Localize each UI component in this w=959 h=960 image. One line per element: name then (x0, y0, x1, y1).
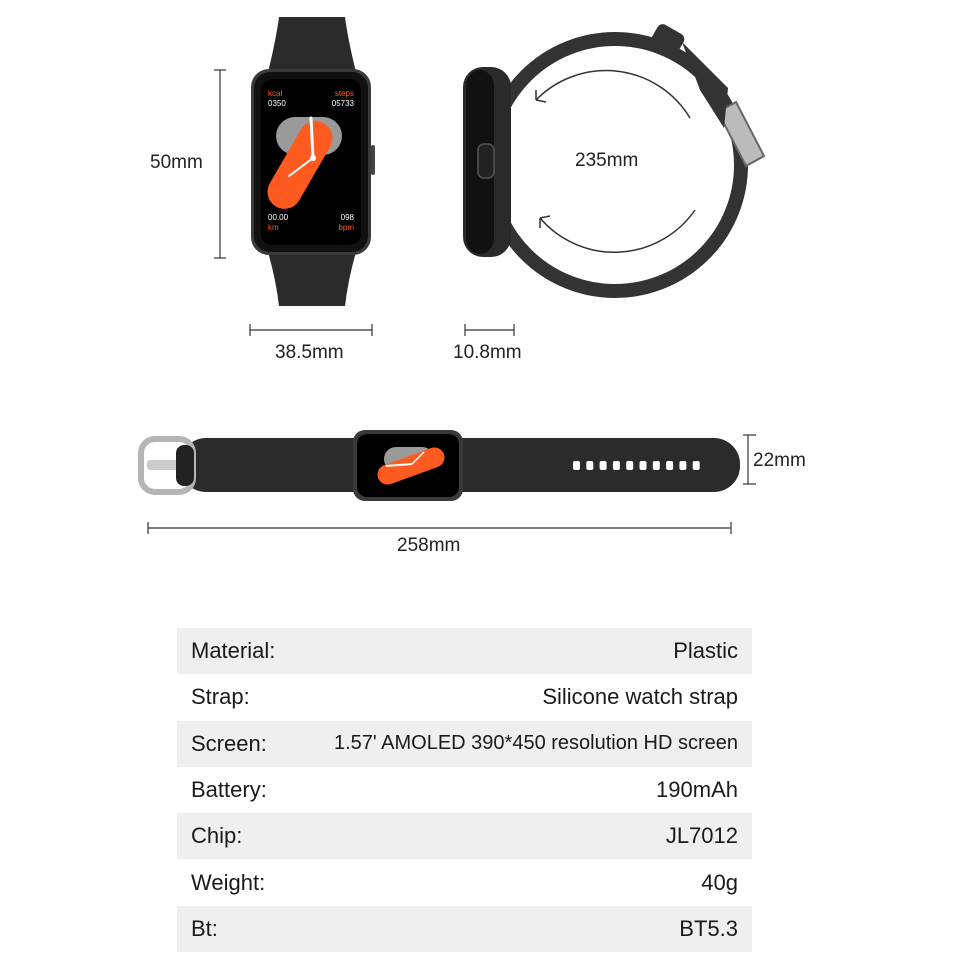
spec-row-screen (177, 721, 752, 767)
strap-hole (666, 461, 673, 470)
distance-label: km (268, 223, 279, 232)
length-label: 258mm (397, 535, 461, 556)
strap-hole (600, 461, 607, 470)
spec-value: Silicone watch strap (542, 684, 738, 710)
steps-label: steps (334, 89, 354, 98)
height-dimension-line (214, 70, 226, 258)
spec-value: JL7012 (665, 823, 738, 849)
spec-row-weight (177, 859, 752, 905)
bpm-value: 098 (340, 213, 354, 222)
spec-table (177, 628, 752, 952)
spec-row-material (177, 628, 752, 674)
bpm-label: bpm (338, 223, 354, 232)
spec-row-bt (177, 906, 752, 952)
spec-value: 40g (701, 869, 738, 895)
spec-key: Material: (191, 638, 276, 664)
strap-hole (613, 461, 620, 470)
strap-width-label: 22mm (753, 450, 806, 471)
height-label: 50mm (150, 152, 203, 173)
steps-value: 05733 (331, 99, 354, 108)
strap-hole (573, 461, 580, 470)
spec-key: Battery: (191, 777, 267, 803)
spec-row-strap (177, 674, 752, 720)
spec-row-chip (177, 813, 752, 859)
distance-value: 00.00 (268, 213, 289, 222)
spec-value: 190mAh (656, 777, 738, 803)
thickness-label: 10.8mm (453, 342, 522, 363)
spec-value: 1.57' AMOLED 390*450 resolution HD screen (333, 732, 738, 755)
spec-key: Screen: (191, 730, 267, 756)
spec-value: Plastic (673, 638, 738, 664)
strap-hole (640, 461, 647, 470)
spec-key: Chip: (191, 823, 243, 849)
spec-key: Weight: (191, 869, 266, 895)
width-label: 38.5mm (275, 342, 344, 363)
spec-key: Strap: (191, 684, 250, 710)
strap-hole (586, 461, 593, 470)
strap-hole (653, 461, 660, 470)
kcal-label: kcal (268, 89, 283, 98)
spec-row-battery (177, 767, 752, 813)
width-dimension-line (250, 324, 372, 336)
strap-hole (626, 461, 633, 470)
spec-value: BT5.3 (679, 915, 738, 941)
strap-hole (693, 461, 700, 470)
thickness-dimension-line (465, 324, 514, 336)
spec-key: Bt: (191, 915, 218, 941)
kcal-value: 0350 (268, 99, 286, 108)
length-dimension-line (148, 522, 731, 534)
flat-strap-watch (141, 430, 740, 501)
strap-hole (679, 461, 686, 470)
front-view-watch (251, 17, 375, 306)
circumference-label: 235mm (575, 150, 639, 171)
